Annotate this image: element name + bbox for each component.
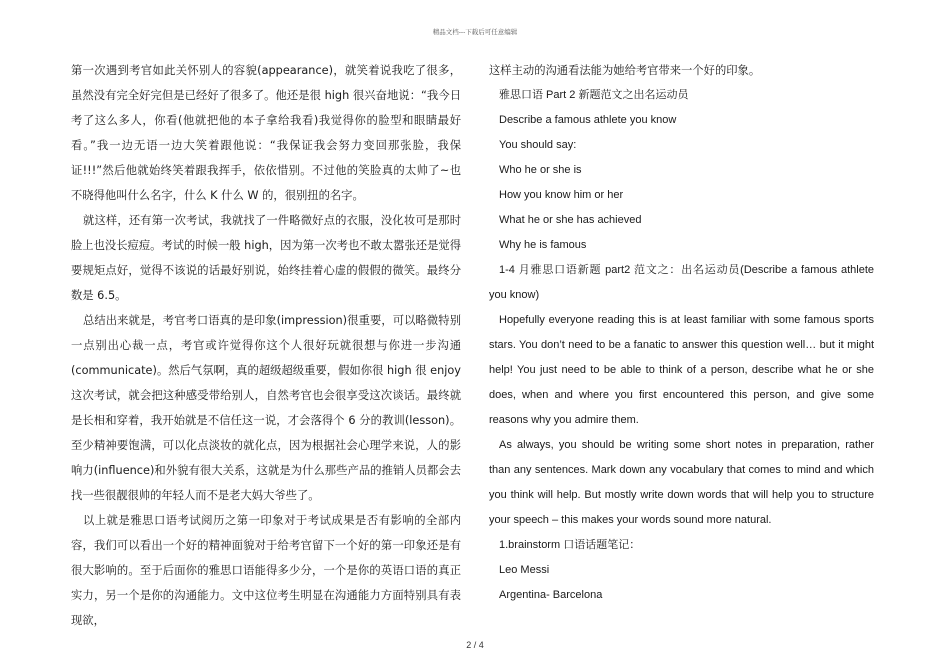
section-heading: 雅思口语 Part 2 新题范文之出名运动员 [499, 89, 689, 101]
sample-title: 1-4 月雅思口语新题 part2 范文之：出名运动员(Describe a famous athlete you know) [489, 264, 874, 301]
left-paragraph-1: 第一次遇到考官如此关怀别人的容貌(appearance)，就笑着说我吃了很多，虽然没有完全好完但是已经好了很多了。他还是很 high 很兴奋地说：“我今日考了这么多人，你看(他就把他的本子拿给我看)我觉得你的脸型和眼睛最好看。”我一边无语一边大笑着跟他说：“我保证我会努力变回那张脸，我保证!!!”然后他就始终笑着跟我挥手，依依惜别。不过他的笑脸真的太帅了~也不晓得他叫什么名字，什么 K 什么 W 的，很别扭的名字。 [71, 64, 461, 202]
right-paragraph-1: Hopefully everyone reading this is at least familiar with some famous sports stars. You don’t need to be a fanatic to answer this question well… but it might help! You just need to be able to think of a person, describe what he or she does, when and where you first encountered this person, and give some reasons why you admire them. [489, 314, 874, 426]
page-number: 2 / 4 [466, 640, 484, 650]
prompt-line: How you know him or her [499, 189, 624, 201]
prompt-line: You should say: [499, 139, 577, 151]
left-paragraph-4: 以上就是雅思口语考试阅历之第一印象对于考试成果是否有影响的全部内容，我们可以看出一个好的精神面貌对于给考官留下一个好的第一印象还是有很大影响的。至于后面你的雅思口语能得多少分，一个是你的英语口语的真正实力，另一个是你的沟通能力。文中这位考生明显在沟通能力方面特别具有表现欲， [71, 514, 461, 627]
right-column [489, 58, 874, 608]
prompt-line: Describe a famous athlete you know [499, 114, 677, 126]
prompt-line: What he or she has achieved [499, 214, 642, 226]
page-header: 精品文档---下载后可任意编辑 [432, 28, 518, 36]
right-paragraph-2: As always, you should be writing some short notes in preparation, rather than any sentences. Mark down any vocabulary that comes to mind and which you think will help. But mostly write down words that will help you to structure your speech – this makes your words sound more natural. [489, 439, 874, 526]
note-item: Argentina- Barcelona [499, 589, 603, 601]
note-item: Leo Messi [499, 564, 550, 576]
left-paragraph-3: 总结出来就是，考官考口语真的是印象(impression)很重要，可以略微特别一点别出心裁一点，考官或许觉得你这个人很好玩就很想与你进一步沟通(communicate)。然后气氛啊，真的超级超级重要，假如你很 high 很 enjoy 这次考试，就会把这种感受带给别人，自然考官也会很享受这次谈话。最终就是长相和穿着，我开始就是不信任这一说，才会落得个 6 分的教训(lesson)。至少精神要饱满，可以化点淡妆的就化点，因为根据社会心理学来说，人的影响力(influence)和外貌有很大关系，这就是为什么那些产品的推销人员都会去找一些很靓很帅的年轻人而不是老大妈大爷些了。 [71, 314, 461, 502]
prompt-line: Why he is famous [499, 239, 587, 251]
left-paragraph-2: 就这样，还有第一次考试，我就找了一件略微好点的衣服，没化妆可是那时脸上也没长痘痘。考试的时候一般 high，因为第一次考也不敢太嚣张还是觉得要规矩点好，觉得不该说的话最好别说，始终挂着心虚的假假的微笑。最终分数是 6.5。 [71, 214, 461, 302]
right-continuation: 这样主动的沟通看法能为她给考官带来一个好的印象。 [489, 64, 761, 77]
prompt-line: Who he or she is [499, 164, 582, 176]
left-column [71, 58, 461, 633]
notes-heading: 1.brainstorm 口语话题笔记： [499, 539, 641, 551]
